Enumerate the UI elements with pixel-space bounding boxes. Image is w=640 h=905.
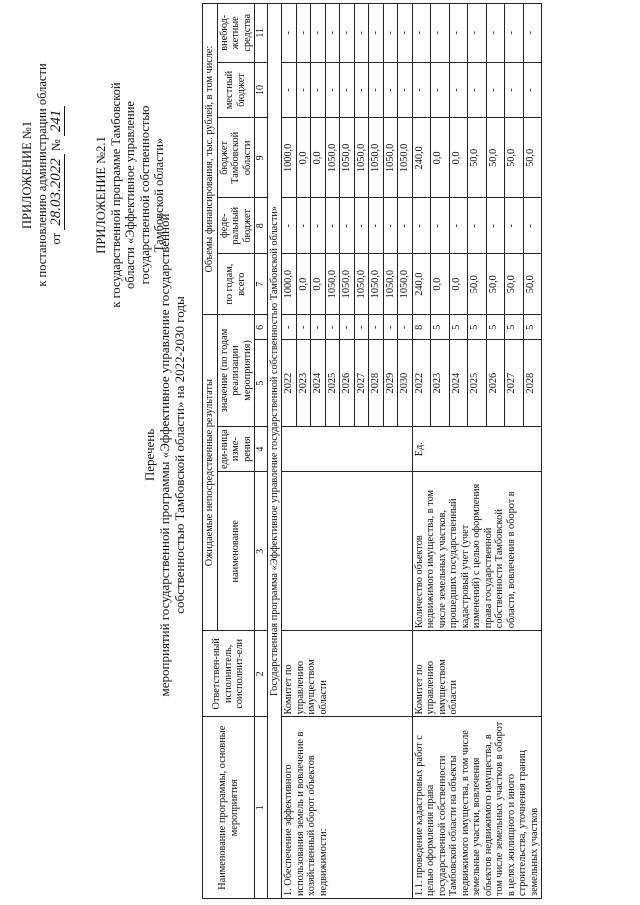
offbudget-cell: -	[468, 4, 487, 63]
total-cell: 1050,0	[354, 254, 369, 315]
federal-cell: -	[369, 198, 384, 254]
value-cell: 5	[468, 315, 487, 340]
appendix-2-block: ПРИЛОЖЕНИЕ №2.1 к государственной программе Тамбовской области «Эффективное управление государственной собственностью Тамбовской области»	[94, 45, 167, 345]
value-cell: 5	[486, 315, 505, 340]
year-cell: 2029	[383, 340, 398, 426]
header-results: Ожидаемые непосредственные результаты	[203, 315, 218, 631]
offbudget-cell: -	[486, 4, 505, 63]
regional-cell: 1050,0	[340, 118, 355, 198]
column-number: 7	[255, 254, 268, 315]
value-cell: 5	[523, 315, 542, 340]
total-cell: 0,0	[431, 254, 450, 315]
total-cell: 0,0	[311, 254, 326, 315]
regional-cell: 0,0	[311, 118, 326, 198]
offbudget-cell: -	[449, 4, 468, 63]
federal-cell: -	[383, 198, 398, 254]
value-cell: 8	[412, 315, 431, 340]
value-cell: -	[311, 315, 326, 340]
year-cell: 2025	[468, 340, 487, 426]
local-cell: -	[282, 62, 297, 118]
regional-cell: 1050,0	[325, 118, 340, 198]
local-cell: -	[412, 62, 431, 118]
total-cell: 240,0	[412, 254, 431, 315]
measure-name: 1.1. проведение кадастровых работ с целью оформления права государственной собственности Тамбовской области на объекты недвижимого имущества, в том числе земельные участки, вовлечения объектов недвижимого имущества, в том числе земельных участков в оборот в целях жилищного и иного строительства, уточнения границ земельных участков	[412, 717, 542, 899]
local-cell: -	[486, 62, 505, 118]
header-local: местный бюджет	[217, 62, 255, 118]
offbudget-cell: -	[398, 4, 413, 63]
year-cell: 2024	[311, 340, 326, 426]
year-cell: 2022	[412, 340, 431, 426]
federal-cell: -	[296, 198, 311, 254]
federal-cell: -	[523, 198, 542, 254]
table-row	[282, 4, 297, 899]
column-number: 1	[255, 717, 268, 899]
offbudget-cell: -	[340, 4, 355, 63]
local-cell: -	[449, 62, 468, 118]
offbudget-cell: -	[383, 4, 398, 63]
total-cell: 50,0	[505, 254, 524, 315]
regional-cell: 0,0	[296, 118, 311, 198]
regional-cell: 50,0	[486, 118, 505, 198]
regional-cell: 0,0	[431, 118, 450, 198]
appendix-1-block	[20, 25, 65, 325]
column-number: 9	[255, 118, 268, 198]
handwritten-date: 28.03.2022	[49, 154, 65, 230]
federal-cell: -	[412, 198, 431, 254]
total-cell: 0,0	[449, 254, 468, 315]
regional-cell: 50,0	[505, 118, 524, 198]
handwritten-number: 241	[49, 106, 65, 137]
header-unit: еди-ница изме-рения	[217, 426, 255, 472]
federal-cell: -	[311, 198, 326, 254]
table-row	[412, 4, 431, 899]
header-name: Наименование программы, основные мероприятия	[203, 717, 255, 899]
local-cell: -	[369, 62, 384, 118]
value-cell: -	[398, 315, 413, 340]
year-cell: 2027	[354, 340, 369, 426]
total-cell: 1050,0	[398, 254, 413, 315]
total-cell: 1000,0	[282, 254, 297, 315]
federal-cell: -	[340, 198, 355, 254]
column-number: 5	[255, 340, 268, 426]
year-cell: 2027	[505, 340, 524, 426]
column-number: 2	[255, 631, 268, 717]
local-cell: -	[505, 62, 524, 118]
local-cell: -	[340, 62, 355, 118]
federal-cell: -	[486, 198, 505, 254]
regional-cell: 1050,0	[354, 118, 369, 198]
value-cell: 5	[505, 315, 524, 340]
year-cell: 2030	[398, 340, 413, 426]
regional-cell: 50,0	[468, 118, 487, 198]
header-offbudget: внебюд-жетные средства	[217, 4, 255, 63]
measure-result	[282, 472, 413, 631]
year-cell: 2023	[431, 340, 450, 426]
value-cell: -	[369, 315, 384, 340]
header-value: значение (по годам реализации мероприятия)	[217, 315, 255, 427]
local-cell: -	[523, 62, 542, 118]
offbudget-cell: -	[412, 4, 431, 63]
regional-cell: 1050,0	[369, 118, 384, 198]
value-cell: -	[296, 315, 311, 340]
value-cell: 5	[449, 315, 468, 340]
offbudget-cell: -	[523, 4, 542, 63]
total-cell: 50,0	[468, 254, 487, 315]
year-cell: 2028	[523, 340, 542, 426]
offbudget-cell: -	[369, 4, 384, 63]
year-cell: 2022	[282, 340, 297, 426]
value-cell: -	[354, 315, 369, 340]
measure-result: Количество объектов недвижимого имущества, в том числе земельных участков, прошедших государственный кадастровый учет (учет изменений) с целью оформления права государственной собственности Тамбовской области, вовлечения в оборот в	[412, 472, 542, 631]
year-cell: 2026	[486, 340, 505, 426]
measure-unit	[282, 426, 413, 472]
total-cell: 50,0	[523, 254, 542, 315]
appendix-1-title: ПРИЛОЖЕНИЕ №1	[20, 120, 34, 230]
offbudget-cell: -	[431, 4, 450, 63]
column-number: 10	[255, 62, 268, 118]
program-row: Государственная программа «Эффективное управление государственной собственностью Тамбовской области»	[267, 4, 282, 899]
column-number: 11	[255, 4, 268, 63]
year-cell: 2024	[449, 340, 468, 426]
value-cell: -	[282, 315, 297, 340]
measure-responsible: Комитет по управлению имуществом области	[412, 631, 542, 717]
federal-cell: -	[431, 198, 450, 254]
column-numbers-row	[255, 4, 268, 899]
local-cell: -	[383, 62, 398, 118]
total-cell: 1050,0	[340, 254, 355, 315]
federal-cell: -	[449, 198, 468, 254]
header-federal: феде-ральный бюджет	[217, 198, 255, 254]
total-cell: 1050,0	[383, 254, 398, 315]
value-cell: -	[383, 315, 398, 340]
regional-cell: 240,0	[412, 118, 431, 198]
column-number: 4	[255, 426, 268, 472]
header-finance: Объемы финансирования, тыс. рублей, в том числе:	[203, 4, 218, 315]
federal-cell: -	[325, 198, 340, 254]
appendix-1-reference: к постановлению администрации области	[34, 63, 49, 287]
column-number: 6	[255, 315, 268, 340]
year-cell: 2028	[369, 340, 384, 426]
offbudget-cell: -	[325, 4, 340, 63]
header-regional: бюджет Тамбовской области	[217, 118, 255, 198]
header-result-name: наименование	[217, 472, 255, 631]
appendix-1-date-line: от 28.03.2022 № 241	[49, 25, 65, 325]
year-cell: 2026	[340, 340, 355, 426]
total-cell: 0,0	[296, 254, 311, 315]
value-cell: -	[340, 315, 355, 340]
value-cell: 5	[431, 315, 450, 340]
offbudget-cell: -	[296, 4, 311, 63]
local-cell: -	[354, 62, 369, 118]
regional-cell: 1000,0	[282, 118, 297, 198]
total-cell: 1050,0	[325, 254, 340, 315]
offbudget-cell: -	[282, 4, 297, 63]
local-cell: -	[311, 62, 326, 118]
appendix-2-title: ПРИЛОЖЕНИЕ №2.1	[94, 136, 108, 254]
offbudget-cell: -	[311, 4, 326, 63]
local-cell: -	[431, 62, 450, 118]
federal-cell: -	[398, 198, 413, 254]
measures-table	[202, 3, 542, 899]
federal-cell: -	[505, 198, 524, 254]
federal-cell: -	[354, 198, 369, 254]
federal-cell: -	[468, 198, 487, 254]
regional-cell: 1050,0	[398, 118, 413, 198]
header-years-total: по годам, всего	[217, 254, 255, 315]
header-responsible: Ответствен-ный исполнитель, соисполнит-ели	[203, 631, 255, 717]
column-number: 3	[255, 472, 268, 631]
offbudget-cell: -	[505, 4, 524, 63]
measure-responsible: Комитет по управлению имуществом области	[282, 631, 413, 717]
federal-cell: -	[282, 198, 297, 254]
local-cell: -	[398, 62, 413, 118]
measure-unit: Ед.	[412, 426, 542, 472]
local-cell: -	[468, 62, 487, 118]
local-cell: -	[296, 62, 311, 118]
column-number: 8	[255, 198, 268, 254]
measure-name: 1. Обеспечение эффективного использования земель и вовлечение в хозяйственный оборот объектов недвижимости:	[282, 717, 413, 899]
year-cell: 2023	[296, 340, 311, 426]
year-cell: 2025	[325, 340, 340, 426]
value-cell: -	[325, 315, 340, 340]
regional-cell: 1050,0	[383, 118, 398, 198]
total-cell: 1050,0	[369, 254, 384, 315]
offbudget-cell: -	[354, 4, 369, 63]
regional-cell: 50,0	[523, 118, 542, 198]
document-title: Перечень мероприятий государственной программы «Эффективное управление государственной собственностью Тамбовской области» на 2022-2030 годы	[142, 213, 187, 697]
total-cell: 50,0	[486, 254, 505, 315]
regional-cell: 0,0	[449, 118, 468, 198]
local-cell: -	[325, 62, 340, 118]
